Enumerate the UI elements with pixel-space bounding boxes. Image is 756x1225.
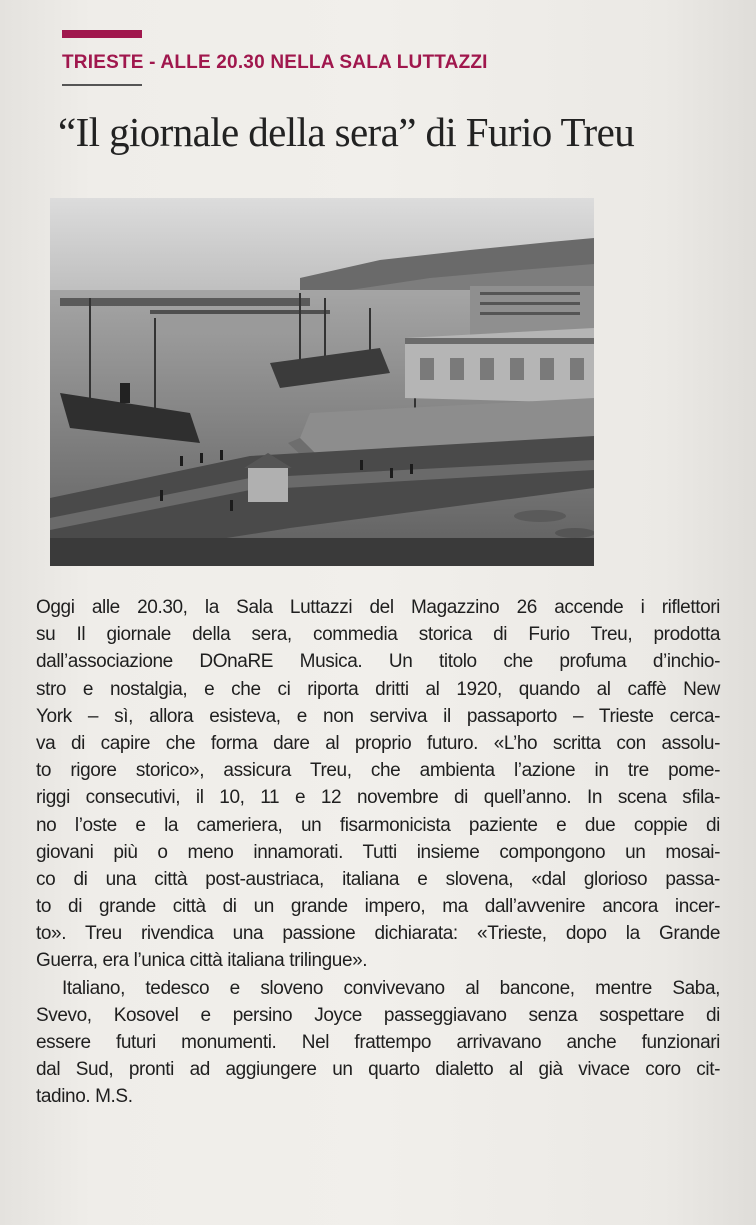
- paragraph-1: [36, 594, 720, 975]
- body-line: stro e nostalgia, e che ci riporta dritti al 1920, quando al caffè New: [36, 678, 720, 700]
- kicker-divider: [62, 84, 142, 86]
- headline: “Il giornale della sera” di Furio Treu: [58, 109, 635, 155]
- body-line: Oggi alle 20.30, la Sala Luttazzi del Magazzino 26 accende i riflettori: [36, 597, 720, 618]
- body-line: Italiano, tedesco e sloveno convivevano al bancone, mentre Saba,: [62, 977, 720, 999]
- body-line: to di grande città di un grande impero, ma dall’avvenire ancora incer-: [36, 896, 720, 918]
- body-line: giovani più o meno innamorati. Tutti insieme compongono un mosai-: [36, 841, 720, 863]
- body-line: Guerra, era l’unica città italiana trilingue».: [36, 950, 368, 972]
- body-line: dall’associazione DOnaRE Musica. Un titolo che profuma d’inchio-: [36, 651, 720, 673]
- article-body: [36, 594, 720, 1111]
- kicker-accent-bar: [62, 30, 142, 38]
- body-line: to rigore storico», assicura Treu, che ambienta l’azione in tre pome-: [36, 760, 720, 782]
- body-line: dal Sud, pronti ad aggiungere un quarto dialetto al già vivace coro cit-: [36, 1059, 720, 1081]
- body-line: Svevo, Kosovel e persino Joyce passeggiavano senza sospettare di: [36, 1004, 720, 1026]
- body-line: no l’oste e la cameriera, un fisarmonicista paziente e due coppie di: [36, 814, 720, 836]
- body-line: to». Treu rivendica una passione dichiarata: «Trieste, dopo la Grande: [36, 923, 720, 945]
- paragraph-2: [36, 975, 720, 1111]
- body-line: riggi consecutivi, il 10, 11 e 12 novembre di quell’anno. In scena sfila-: [36, 787, 720, 809]
- kicker: TRIESTE - ALLE 20.30 NELLA SALA LUTTAZZI: [62, 52, 488, 73]
- harbor-photo: [50, 198, 594, 566]
- body-line: va di capire che forma dare al proprio futuro. «L’ho scritta con assolu-: [36, 732, 720, 754]
- body-line: co di una città post-austriaca, italiana e slovena, «dal glorioso passa-: [36, 868, 720, 890]
- body-line: tadino. M.S.: [36, 1086, 133, 1108]
- body-line: su Il giornale della sera, commedia storica di Furio Treu, prodotta: [36, 624, 720, 646]
- body-line: York – sì, allora esisteva, e non serviva il passaporto – Trieste cerca-: [36, 705, 720, 727]
- body-line: essere futuri monumenti. Nel frattempo arrivavano anche funzionari: [36, 1032, 720, 1053]
